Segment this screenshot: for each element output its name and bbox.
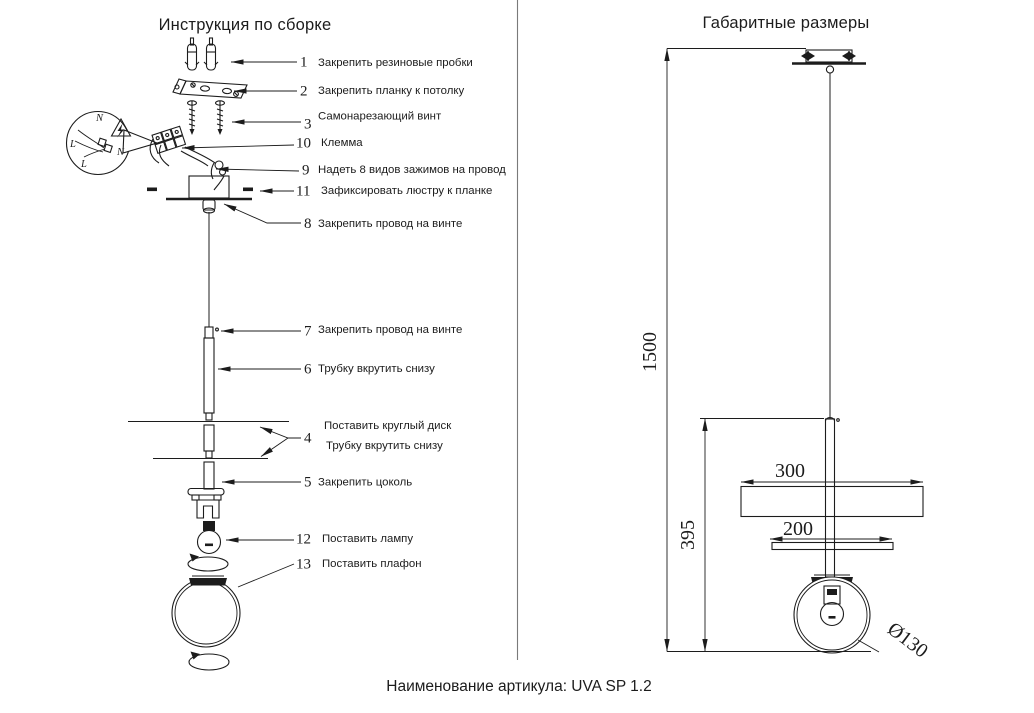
- rotate-arrow-upper: [188, 554, 228, 572]
- terminal-block: [150, 126, 225, 190]
- wire-letter: L: [81, 159, 87, 170]
- ceiling-canopy: [147, 176, 253, 213]
- right-panel-title: Габаритные размеры: [702, 14, 870, 32]
- item-number: 7: [304, 323, 312, 340]
- rotate-arrow-lower: [189, 652, 229, 671]
- dim-disk-large: [741, 487, 923, 517]
- dim-globe: [794, 575, 870, 653]
- instruction-item: [234, 84, 464, 100]
- wire-letter: N: [96, 113, 104, 124]
- wire-letter: L: [70, 139, 76, 150]
- rod-and-disks: [128, 327, 289, 489]
- wiring-detail-bubble: [67, 112, 158, 175]
- item-label: Закрепить провод на винте: [318, 324, 463, 336]
- dowel-plugs: [185, 38, 218, 70]
- item-number: 13: [296, 556, 311, 573]
- dim-rod: [826, 418, 840, 577]
- item-number: 4: [304, 430, 312, 447]
- lamp-socket: [188, 489, 224, 519]
- dim-disk-large-width: 300: [775, 460, 805, 482]
- lightning-bolt-icon: [117, 124, 124, 138]
- item-number: 3: [304, 116, 312, 133]
- instruction-item: [260, 420, 452, 457]
- item-number: 1: [300, 54, 308, 71]
- item-label: Трубку вкрутить снизу: [318, 363, 435, 375]
- self-tapping-screws: [188, 101, 225, 135]
- globe-shade: [172, 576, 240, 647]
- instruction-item: [231, 55, 473, 71]
- item-label: Закрепить резиновые пробки: [318, 57, 473, 69]
- item-number: 8: [304, 216, 312, 232]
- instruction-item: [260, 184, 492, 200]
- item-label: Закрепить провод на винте: [318, 218, 463, 230]
- instruction-item: [238, 557, 422, 588]
- dim-total-height: 1500: [639, 332, 661, 372]
- item-label: Поставить плафон: [322, 558, 422, 570]
- dim-lower-height: 395: [677, 520, 699, 550]
- light-bulb: [198, 521, 221, 554]
- instruction-item: [222, 475, 412, 491]
- item-label: Поставить круглый диск: [324, 420, 452, 432]
- instruction-items: [182, 55, 506, 588]
- item-label: Клемма: [321, 137, 363, 149]
- item-number: 2: [300, 83, 308, 100]
- item-label: Надеть 8 видов зажимов на провод: [318, 164, 506, 176]
- dimension-lines: [667, 49, 923, 653]
- instruction-item: [226, 532, 413, 548]
- item-number: 11: [296, 183, 311, 200]
- item-label: Зафиксировать люстру к планке: [321, 185, 493, 197]
- left-panel-title: Инструкция по сборке: [158, 16, 332, 34]
- instruction-item: [218, 362, 435, 378]
- item-label: Закрепить цоколь: [318, 476, 413, 489]
- instruction-item: [216, 163, 506, 179]
- item-number: 9: [302, 162, 310, 179]
- wire-letter: N: [117, 147, 125, 158]
- instruction-item: [224, 204, 462, 232]
- item-number: 10: [296, 135, 311, 152]
- instruction-item: [221, 324, 462, 340]
- article-caption: Наименование артикула: UVA SP 1.2: [386, 678, 652, 695]
- ceiling-bracket: [173, 79, 247, 98]
- item-label: Закрепить планку к потолку: [318, 85, 465, 97]
- item-number: 6: [304, 361, 312, 378]
- dim-disk-small-width: 200: [783, 518, 813, 540]
- dim-globe-diameter: Ø130: [883, 618, 932, 663]
- item-number: 5: [304, 474, 312, 491]
- item-label: Поставить лампу: [322, 533, 414, 545]
- item-label: Трубку вкрутить снизу: [326, 440, 443, 452]
- instruction-item: [182, 136, 363, 152]
- item-label: Самонарезающий винт: [318, 110, 442, 123]
- dim-disk-small: [772, 543, 893, 550]
- item-number: 12: [296, 531, 311, 548]
- dim-canopy: [792, 50, 866, 73]
- instruction-item: [232, 111, 442, 133]
